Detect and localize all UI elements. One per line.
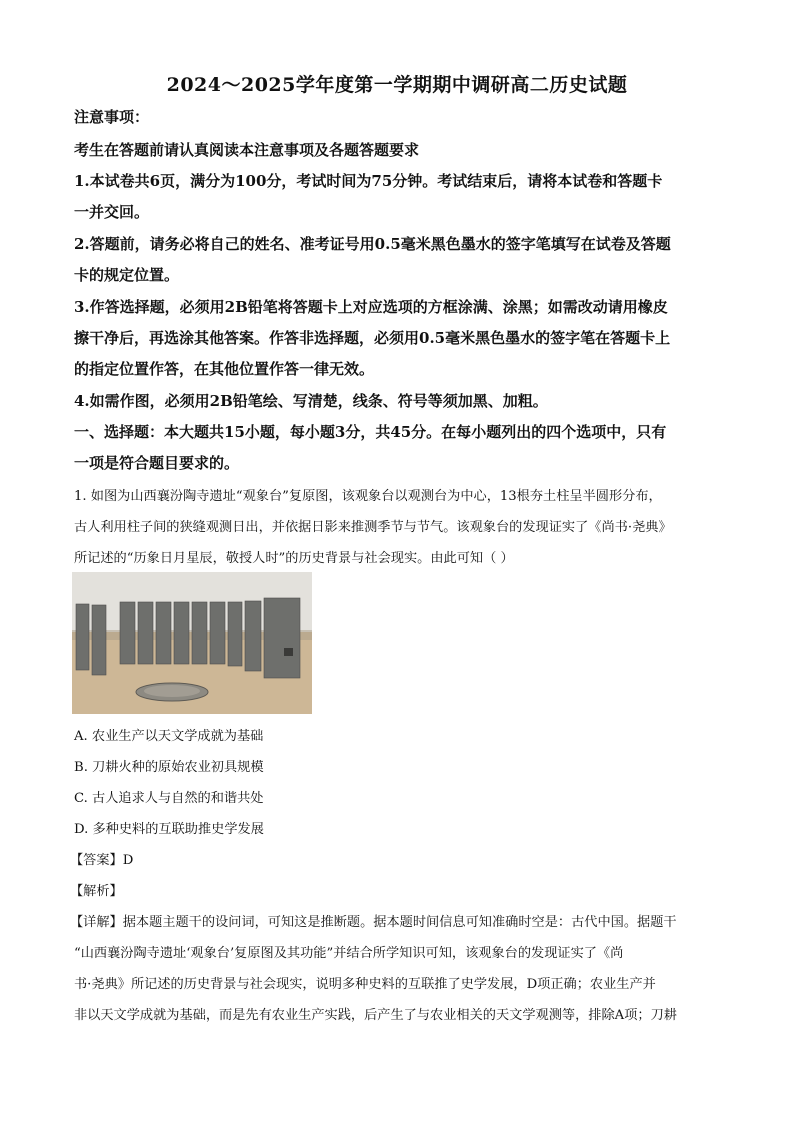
section-heading: 一项是符合题目要求的。	[74, 454, 240, 472]
observatory-photo	[72, 572, 312, 714]
analysis-line: 非以天文学成就为基础，而是先有农业生产实践，后产生了与农业相关的天文学观测等，排除A项；刀耕	[74, 1008, 677, 1023]
analysis-line: 【详解】据本题主题干的设问词，可知这是推断题。据本题时间信息可知准确时空是：古代中国。据题干	[70, 915, 677, 930]
notice-item: 3.作答选择题，必须用2B铅笔将答题卡上对应选项的方框涂满、涂黑；如需改动请用橡皮	[74, 298, 668, 316]
notice-item: 一并交回。	[74, 203, 150, 221]
section-heading: 一、选择题：本大题共15小题，每小题3分，共45分。在每小题列出的四个选项中，只有	[74, 423, 667, 441]
option-d: D. 多种史料的互联助推史学发展	[74, 822, 264, 837]
option-c: C. 古人追求人与自然的和谐共处	[74, 791, 264, 806]
notice-intro: 考生在答题前请认真阅读本注意事项及各题答题要求	[74, 141, 420, 159]
page-title: 2024～2025学年度第一学期期中调研高二历史试题	[166, 74, 628, 96]
notice-item: 擦干净后，再选涂其他答案。作答非选择题，必须用0.5毫米黑色墨水的签字笔在答题卡上	[74, 329, 671, 347]
option-a: A. 农业生产以天文学成就为基础	[74, 729, 264, 744]
analysis-heading: 【解析】	[70, 884, 123, 899]
notice-item: 卡的规定位置。	[74, 266, 180, 284]
analysis-line: “山西襄汾陶寺遗址‘观象台’复原图及其功能”并结合所学知识可知，该观象台的发现证实了《尚	[74, 946, 624, 961]
notice-item: 的指定位置作答，在其他位置作答一律无效。	[74, 360, 375, 378]
question-stem: 所记述的“历象日月星辰，敬授人时”的历史背景与社会现实。由此可知（ ）	[74, 551, 514, 566]
notice-item: 1.本试卷共6页，满分为100分，考试时间为75分钟。考试结束后，请将本试卷和答题卡	[74, 172, 663, 190]
analysis-line: 书·尧典》所记述的历史背景与社会现实，说明多种史料的互联推了史学发展，D项正确；农业生产并	[74, 977, 656, 992]
notice-item: 4.如需作图，必须用2B铅笔绘、写清楚，线条、符号等须加黑、加粗。	[74, 392, 548, 410]
notice-heading: 注意事项：	[74, 108, 150, 126]
question-stem: 1. 如图为山西襄汾陶寺遗址“观象台”复原图，该观象台以观测台为中心，13根夯土柱呈半圆形分布，	[74, 489, 662, 504]
answer-label: 【答案】D	[70, 853, 134, 868]
question-stem: 古人利用柱子间的狭缝观测日出，并依据日影来推测季节与节气。该观象台的发现证实了《尚书·尧典》	[74, 520, 672, 535]
option-b: B. 刀耕火种的原始农业初具规模	[74, 760, 264, 775]
notice-item: 2.答题前，请务必将自己的姓名、准考证号用0.5毫米黑色墨水的签字笔填写在试卷及答题	[74, 235, 671, 253]
